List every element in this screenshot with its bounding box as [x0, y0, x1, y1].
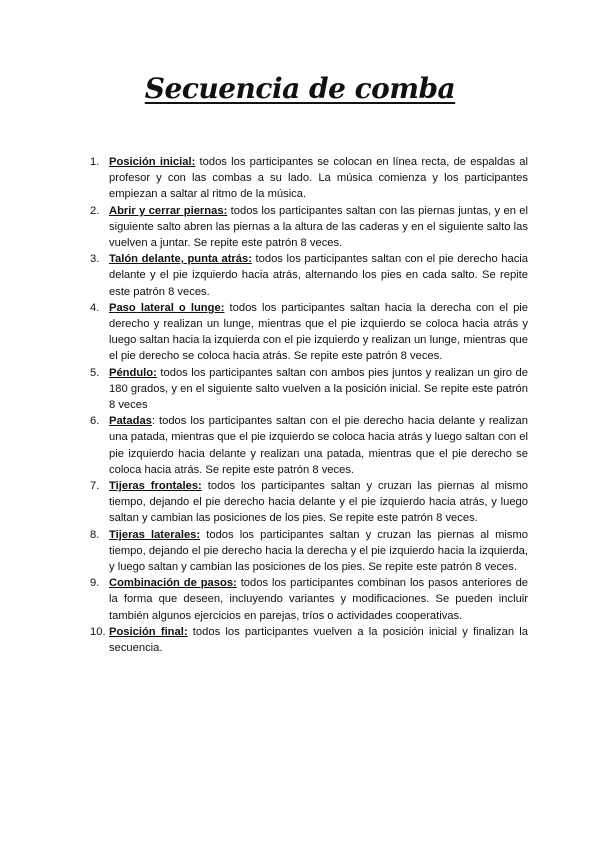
item-term: Tijeras laterales:: [109, 528, 201, 541]
item-description: todos los participantes se colocan en línea recta, de espaldas al profesor y con las combas a su lado. La música comienza y los participantes empiezan a saltar al ritmo de la música.: [109, 156, 528, 201]
item-number: 6.: [90, 415, 100, 428]
item-term: Talón delante, punta atrás:: [109, 253, 252, 266]
item-term: Combinación de pasos:: [109, 577, 237, 590]
list-item: [72, 624, 528, 656]
item-term: Abrir y cerrar piernas:: [109, 204, 228, 217]
item-description: todos los participantes combinan los pasos anteriores de la forma que deseen, incluyendo variantes y modificaciones. Se pueden incluir también algunos ejercicios en parejas, tríos o actividades cooperativas.: [109, 577, 529, 622]
item-number: 9.: [90, 577, 100, 590]
item-term: Paso lateral o lunge:: [109, 301, 225, 314]
list-item: [72, 365, 528, 414]
item-number: 7.: [90, 480, 100, 493]
item-number: 4.: [90, 301, 100, 314]
item-term: Posición inicial:: [109, 156, 196, 168]
item-number: 10.: [90, 625, 106, 638]
item-term: Péndulo:: [109, 366, 157, 379]
item-description: todos los participantes vuelven a la posición inicial y finalizan la secuencia.: [109, 625, 528, 655]
sequence-list: [72, 154, 528, 656]
list-item: [72, 575, 528, 624]
item-description: : todos los participantes saltan con el pie derecho hacia delante y realizan una patada, mientras que el pie izquierdo se coloca hacia atrás y luego saltan con el pie izquierdo hacia delante y realizan una patada, mientras que el pie derecho se coloca hacia atrás. Se repite este patrón 8 veces.: [109, 415, 528, 476]
list-item: [72, 203, 528, 252]
list-item: [72, 154, 528, 203]
item-number: 8.: [90, 528, 100, 541]
item-description: todos los participantes saltan y cruzan las piernas al mismo tiempo, dejando el pie derecho hacia delante y el pie izquierdo hacia atrás, y luego saltan y cambian las posiciones de los pies. Se repite este patrón 8 veces.: [109, 480, 528, 525]
item-description: todos los participantes saltan con el pie derecho hacia delante y el pie izquierdo hacia atrás, alternando los pies en cada salto. Se repite este patrón 8 veces.: [109, 253, 528, 298]
list-item: [72, 478, 528, 527]
item-description: todos los participantes saltan hacia la derecha con el pie derecho y realizan un lunge, mientras que el pie izquierdo se coloca hacia atrás y luego saltan hacia la izquierda con el pie izquierdo y realizan un lunge, mientras que el pie derecho se coloca hacia atrás. Se repite este patrón 8 veces.: [109, 301, 529, 363]
item-number: 2.: [90, 204, 100, 217]
item-number: 3.: [90, 253, 100, 266]
item-number: 5.: [90, 366, 100, 379]
list-item: [72, 251, 528, 300]
item-term: Patadas: [109, 415, 152, 428]
document-title: Secuencia de comba: [144, 72, 456, 105]
item-description: todos los participantes saltan y cruzan las piernas al mismo tiempo, dejando el pie derecho hacia la derecha y el pie izquierdo hacia la izquierda, y luego saltan y cambian las posiciones de los pies. Se repite este patrón 8 veces.: [109, 528, 529, 574]
list-item: [72, 527, 528, 576]
item-term: Posición final:: [109, 625, 188, 638]
item-description: todos los participantes saltan con ambos pies juntos y realizan un giro de 180 grados, y en el siguiente salto vuelven a la posición inicial. Se repite este patrón 8 veces: [109, 366, 528, 412]
item-number: 1.: [90, 156, 100, 168]
list-item: [72, 300, 528, 365]
item-description: todos los participantes saltan con las piernas juntas, y en el siguiente salto abren las piernas a la altura de las caderas y en el siguiente salto las vuelven a juntar. Se repite este patrón 8 veces.: [109, 204, 528, 250]
item-term: Tijeras frontales:: [109, 480, 202, 493]
list-item: [72, 413, 528, 478]
